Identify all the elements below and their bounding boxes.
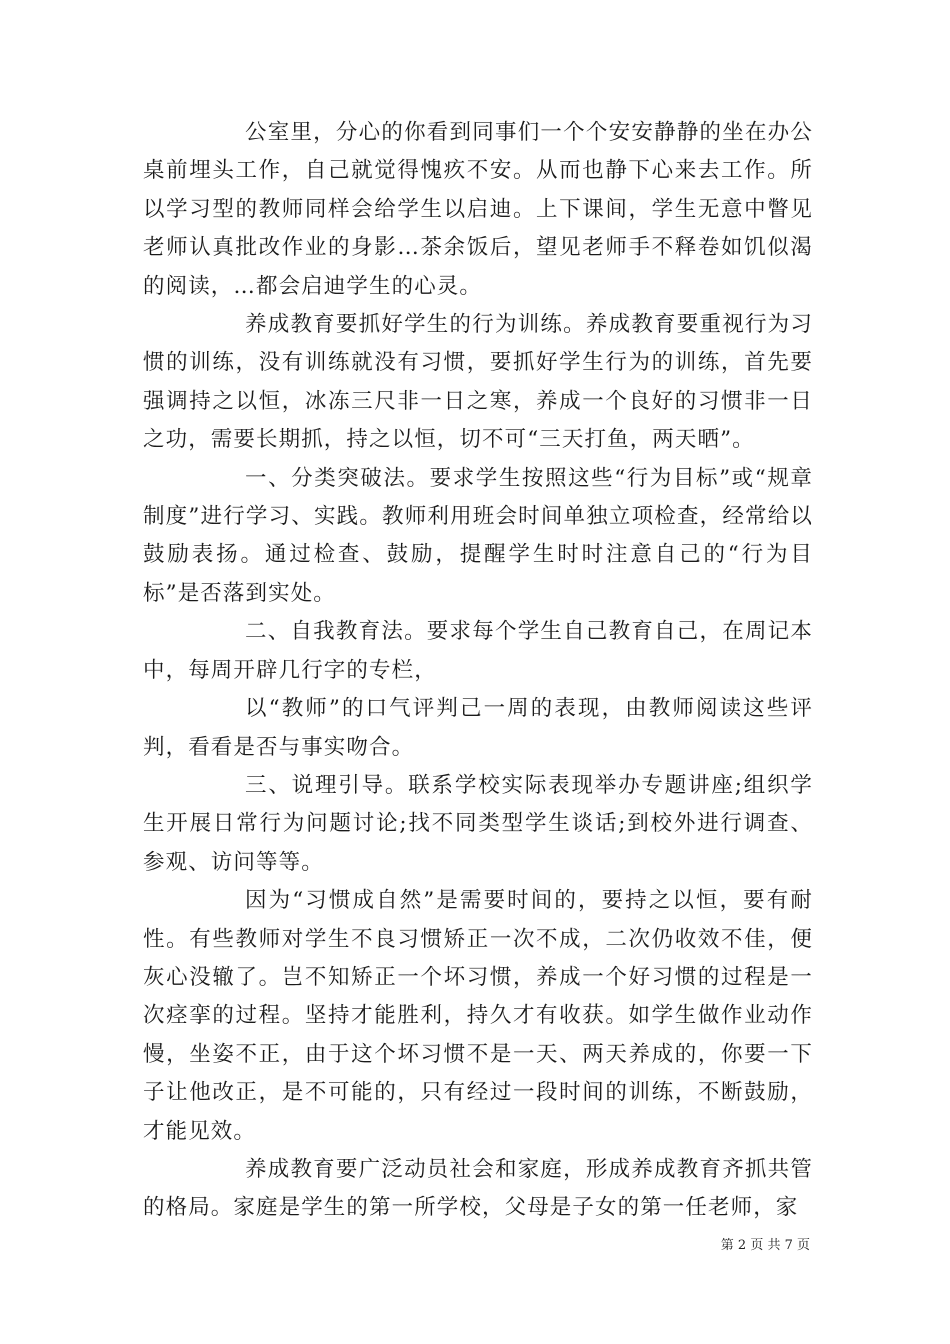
- page-number: 第 2 页 共 7 页: [720, 1238, 810, 1253]
- paragraph-6: 三、说理引导。联系学校实际表现举办专题讲座;组织学生开展日常行为问题讨论;找不同类型学生谈话;到校外进行调查、参观、访问等等。: [143, 772, 813, 875]
- document-body: [143, 114, 813, 1228]
- paragraph-4: 二、自我教育法。要求每个学生自己教育自己，在周记本中，每周开辟几行字的专栏，: [143, 619, 813, 683]
- paragraph-7: 因为“习惯成自然”是需要时间的，要持之以恒，要有耐性。有些教师对学生不良习惯矫正一次不成，二次仍收效不佳，便灰心没辙了。岂不知矫正一个坏习惯，养成一个好习惯的过程是一次痉挛的过程。坚持才能胜利，持久才有收获。如学生做作业动作慢，坐姿不正，由于这个坏习惯不是一天、两天养成的，你要一下子让他改正，是不可能的，只有经过一段时间的训练，不断鼓励，才能见效。: [143, 888, 813, 1144]
- paragraph-8: 养成教育要广泛动员社会和家庭，形成养成教育齐抓共管的格局。家庭是学生的第一所学校，父母是子女的第一任老师，家: [143, 1156, 813, 1221]
- paragraph-1: 公室里，分心的你看到同事们一个个安安静静的坐在办公桌前埋头工作，自己就觉得愧疚不安。从而也静下心来去工作。所以学习型的教师同样会给学生以启迪。上下课间，学生无意中瞥见老师认真批改作业的身影…茶余饭后，望见老师手不释卷如饥似渴的阅读，…都会启迪学生的心灵。: [143, 120, 813, 299]
- paragraph-5: 以“教师”的口气评判己一周的表现，由教师阅读这些评判，看看是否与事实吻合。: [143, 696, 813, 760]
- paragraph-2: 养成教育要抓好学生的行为训练。养成教育要重视行为习惯的训练，没有训练就没有习惯，要抓好学生行为的训练，首先要强调持之以恒，冰冻三尺非一日之寒，养成一个良好的习惯非一日之功，需要长期抓，持之以恒，切不可“三天打鱼，两天晒”。: [143, 312, 813, 453]
- paragraph-3: 一、分类突破法。要求学生按照这些“行为目标”或“规章制度”进行学习、实践。教师利用班会时间单独立项检查，经常给以鼓励表扬。通过检查、鼓励，提醒学生时时注意自己的“行为目标”是否落到实处。: [143, 465, 813, 606]
